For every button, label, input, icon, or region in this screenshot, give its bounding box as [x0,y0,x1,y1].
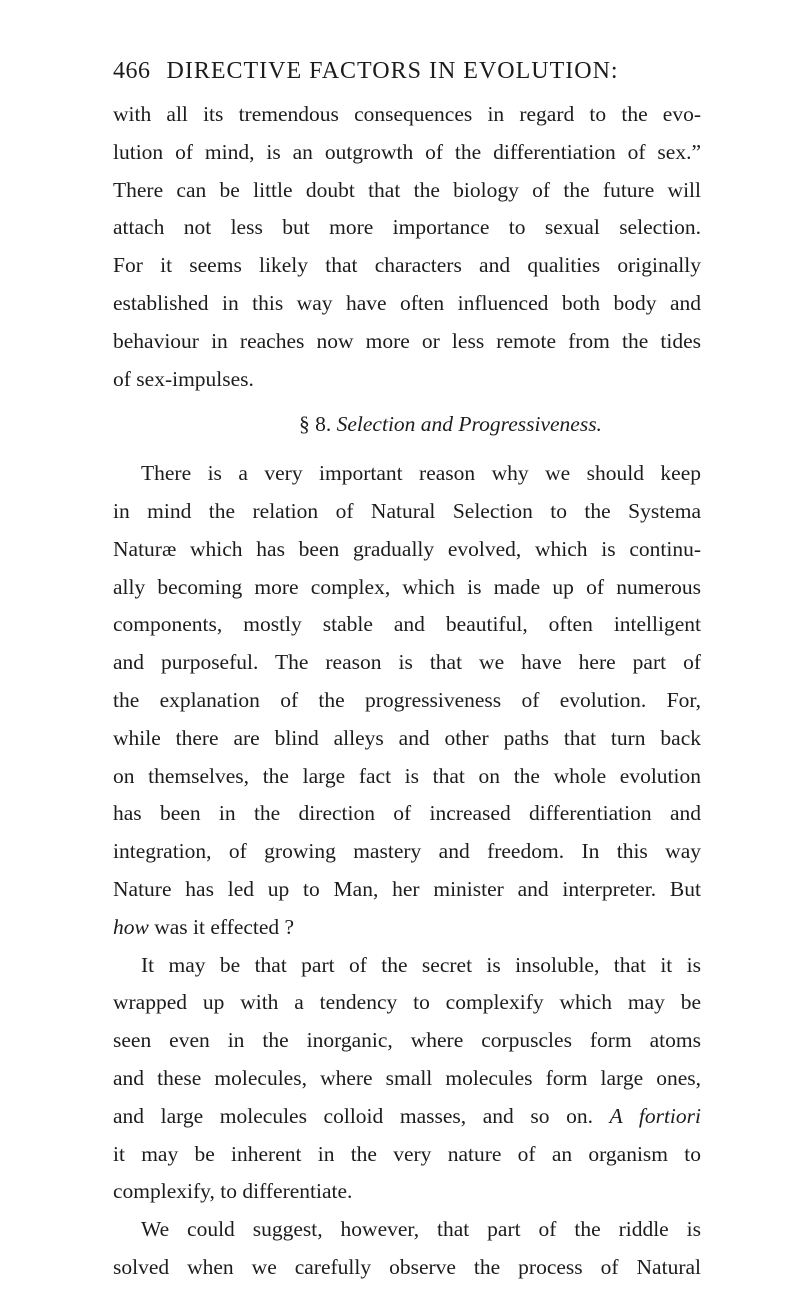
text-line: integration, of growing mastery and freedom. In this way [113,839,701,864]
emphasis-a-fortiori: A fortiori [609,1103,701,1128]
emphasis-how: how [113,914,149,939]
text-line: There can be little doubt that the biology of the future will [113,177,701,202]
page-number: 466 [113,58,151,84]
section-number: § 8. [299,412,332,437]
text-run: was it effected ? [148,914,295,939]
text-line: complexify, to differentiate. [113,1179,353,1204]
text-line: There is a very important reason why we should keep [141,461,701,486]
running-header [113,58,679,85]
text-line: attach not less but more importance to sexual selection. [113,215,701,240]
paragraph-4 [113,1211,701,1287]
paragraph-2 [113,455,701,946]
text-line: Nature has led up to Man, her minister and interpreter. But [113,876,701,901]
text-line: Naturæ which has been gradually evolved, which is continu- [113,536,701,561]
text-line: with all its tremendous consequences in regard to the evo- [113,102,701,126]
text-line: it may be inherent in the very nature of an organism to [113,1141,701,1166]
text-line: ally becoming more complex, which is made up of numerous [113,574,701,599]
text-line [113,909,701,947]
text-line: It may be that part of the secret is insoluble, that it is [141,952,701,977]
section-heading [113,406,701,444]
text-line: components, mostly stable and beautiful, often intelligent [113,612,701,637]
text-line: solved when we carefully observe the process of Natural [113,1254,701,1279]
paragraph-3 [113,947,701,1212]
text-line: and purposeful. The reason is that we have here part of [113,650,701,675]
text-line: seen even in the inorganic, where corpuscles form atoms [113,1028,701,1053]
page-body [113,96,701,1287]
text-line: For it seems likely that characters and qualities originally [113,253,701,278]
text-line: of sex-impulses. [113,366,254,391]
section-title: Selection and Progressiveness. [336,412,602,437]
paragraph-1 [113,96,701,398]
text-line: behaviour in reaches now more or less remote from the tides [113,328,701,353]
text-line: established in this way have often influenced both body and [113,290,701,315]
text-line: has been in the direction of increased differentiation and [113,801,701,826]
text-line: while there are blind alleys and other paths that turn back [113,725,701,750]
text-line: lution of mind, is an outgrowth of the differentiation of sex.” [113,139,701,164]
text-line: wrapped up with a tendency to complexify which may be [113,990,701,1015]
text-line [113,1098,701,1136]
text-line: and these molecules, where small molecules form large ones, [113,1065,701,1090]
running-title: DIRECTIVE FACTORS IN EVOLUTION: [166,58,619,84]
text-line: We could suggest, however, that part of the riddle is [141,1217,701,1242]
text-run: and large molecules colloid masses, and so on. [113,1103,610,1128]
text-line: in mind the relation of Natural Selection to the Systema [113,498,701,523]
text-line: the explanation of the progressiveness of evolution. For, [113,687,701,712]
text-line: on themselves, the large fact is that on the whole evolution [113,763,701,788]
